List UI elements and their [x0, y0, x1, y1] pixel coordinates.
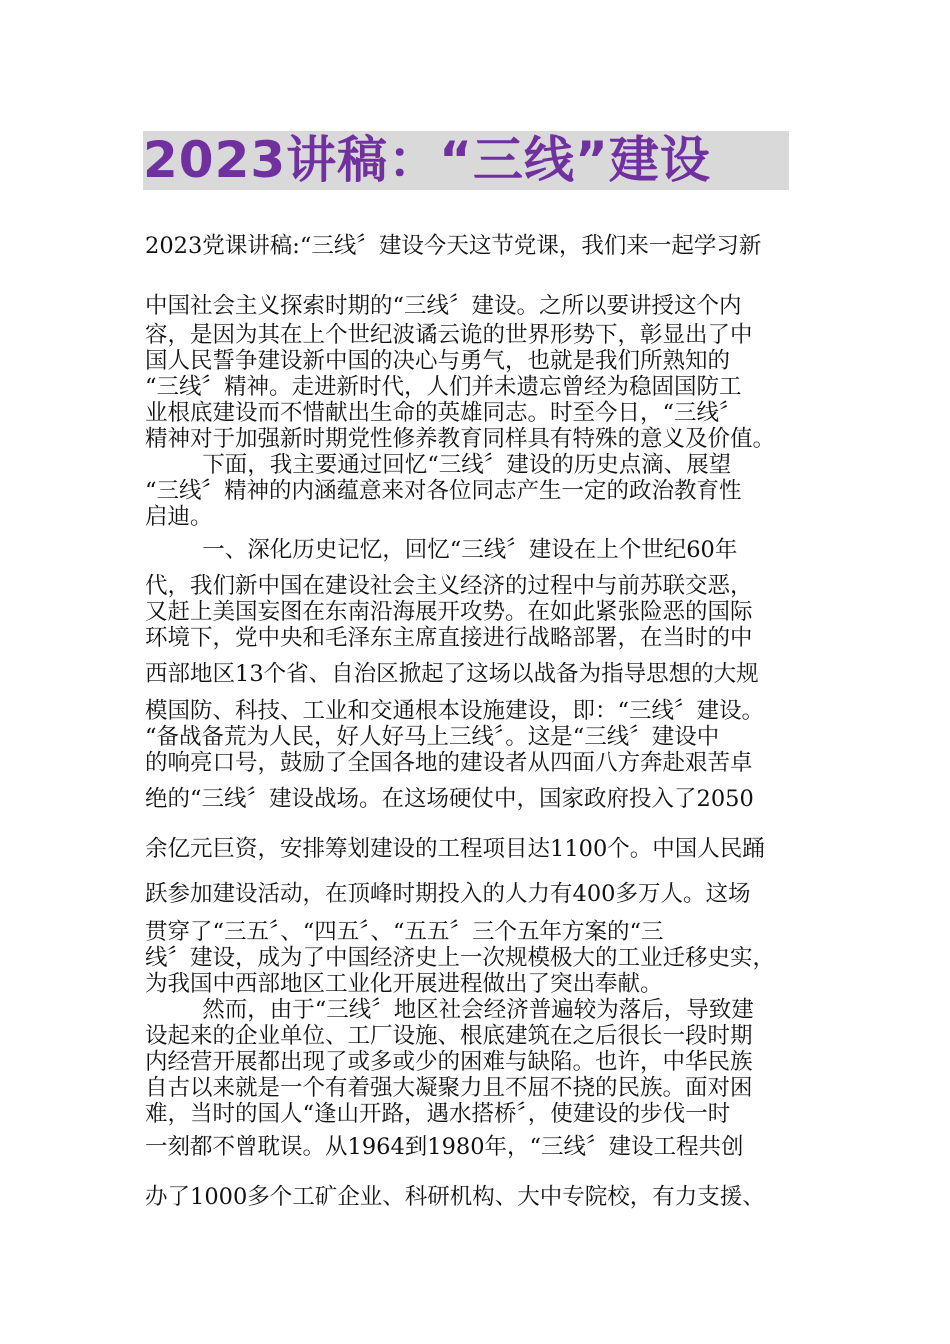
- body-line: 业根底建设而不惜献出生命的英雄同志。时至今日，“三线〞: [145, 400, 742, 426]
- body-line: 西部地区13个省、自治区掀起了这场以战备为指导思想的大规: [145, 661, 759, 687]
- body-line: 内经营开展都出现了或多或少的困难与缺陷。也许，中华民族: [145, 1049, 753, 1075]
- body-line: 2023党课讲稿:“三线〞建设今天这节党课，我们来一起学习新: [145, 233, 762, 259]
- body-line: 一刻都不曾耽误。从1964到1980年，“三线〞建设工程共创: [145, 1134, 744, 1160]
- body-line: 余亿元巨资，安排筹划建设的工程项目达1100个。中国人民踊: [145, 836, 765, 862]
- body-line: 的响亮口号，鼓励了全国各地的建设者从四面八方奔赴艰苦卓: [145, 750, 753, 776]
- title-highlight: [143, 131, 789, 190]
- body-line: 办了1000多个工矿企业、科研机构、大中专院校，有力支援、: [145, 1184, 765, 1210]
- body-line: 设起来的企业单位、工厂设施、根底建筑在之后很长一段时期: [145, 1023, 753, 1049]
- body-line: “备战备荒为人民，好人好马上三线〞。这是“三线〞建设中: [145, 724, 720, 750]
- body-line: 自古以来就是一个有着强大凝聚力且不屈不挠的民族。面对困: [145, 1075, 753, 1101]
- body-line: 难，当时的国人“逢山开路，遇水搭桥〞，使建设的步伐一时: [145, 1101, 731, 1127]
- body-line: 容，是因为其在上个世纪波谲云诡的世界形势下，彰显出了中: [145, 322, 753, 348]
- body-line: 模国防、科技、工业和交通根本设施建设，即：“三线〞建设。: [145, 698, 765, 724]
- body-line: 为我国中西部地区工业化开展进程做出了突出奉献。: [145, 971, 663, 997]
- body-line: 然而，由于“三线〞地区社会经济普遍较为落后，导致建: [145, 997, 754, 1023]
- document-title: 2023讲稿：“三线”建设: [143, 131, 711, 189]
- body-line: 一、深化历史记忆，回忆“三线〞建设在上个世纪60年: [145, 537, 738, 563]
- body-line: 又赶上美国妄图在东南沿海展开攻势。在如此紧张险恶的国际: [145, 599, 753, 625]
- body-line: 代，我们新中国在建设社会主义经济的过程中与前苏联交恶，: [145, 573, 753, 599]
- body-line: 启迪。: [145, 504, 213, 530]
- body-line: 绝的“三线〞建设战场。在这场硬仗中，国家政府投入了2050: [145, 786, 754, 812]
- body-line: 精神对于加强新时期党性修养教育同样具有特殊的意义及价值。: [145, 426, 776, 452]
- body-line: 下面，我主要通过回忆“三线〞建设的历史点滴、展望: [145, 452, 732, 478]
- body-line: 贯穿了“三五〞、“四五〞、“五五〞三个五年方案的“三: [145, 919, 664, 945]
- body-line: 国人民誓争建设新中国的决心与勇气，也就是我们所熟知的: [145, 348, 731, 374]
- body-line: “三线〞精神的内涵蕴意来对各位同志产生一定的政治教育性: [145, 478, 742, 504]
- body-line: 环境下，党中央和毛泽东主席直接进行战略部署，在当时的中: [145, 625, 753, 651]
- body-line: 中国社会主义探索时期的“三线〞建设。之所以要讲授这个内: [145, 293, 742, 319]
- body-line: 跃参加建设活动，在顶峰时期投入的人力有400多万人。这场: [145, 881, 751, 907]
- body-line: “三线〞精神。走进新时代，人们并未遗忘曾经为稳固国防工: [145, 374, 742, 400]
- body-line: 线〞建设，成为了中国经济史上一次规模极大的工业迁移史实，: [145, 945, 776, 971]
